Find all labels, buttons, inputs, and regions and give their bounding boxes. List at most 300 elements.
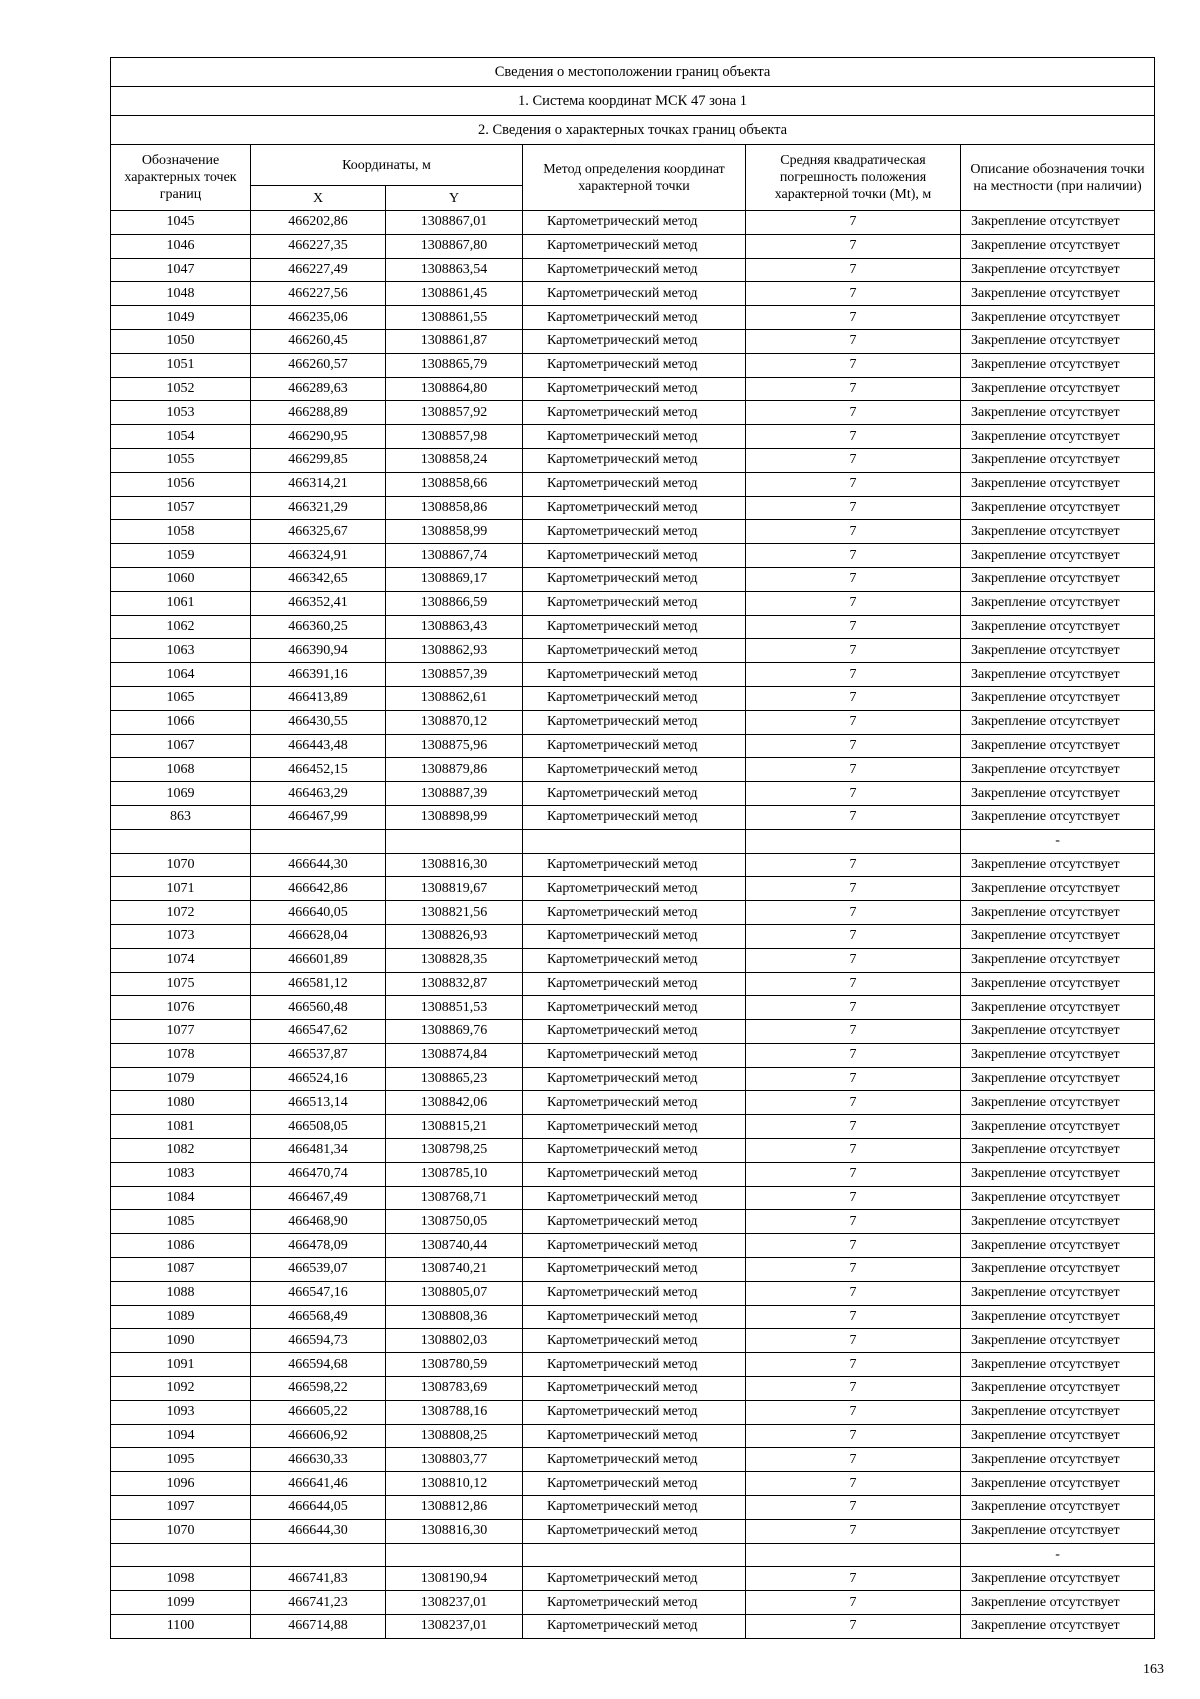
x-coordinate: 466443,48 <box>251 734 386 758</box>
error-value: 7 <box>746 306 961 330</box>
empty-cell <box>111 829 251 853</box>
x-coordinate: 466452,15 <box>251 758 386 782</box>
x-coordinate: 466508,05 <box>251 1115 386 1139</box>
method: Картометрический метод <box>523 1234 746 1258</box>
table-row <box>111 853 1155 877</box>
y-coordinate: 1308237,01 <box>386 1591 523 1615</box>
x-coordinate: 466539,07 <box>251 1258 386 1282</box>
description: Закрепление отсутствует <box>961 1591 1155 1615</box>
y-coordinate: 1308805,07 <box>386 1281 523 1305</box>
y-coordinate: 1308740,44 <box>386 1234 523 1258</box>
error-value: 7 <box>746 1067 961 1091</box>
point-number: 1069 <box>111 782 251 806</box>
table-row <box>111 639 1155 663</box>
method: Картометрический метод <box>523 1496 746 1520</box>
x-coordinate: 466235,06 <box>251 306 386 330</box>
point-number: 1064 <box>111 663 251 687</box>
x-coordinate: 466481,34 <box>251 1139 386 1163</box>
table-row <box>111 1567 1155 1591</box>
y-coordinate: 1308851,53 <box>386 996 523 1020</box>
y-coordinate: 1308862,61 <box>386 686 523 710</box>
method: Картометрический метод <box>523 853 746 877</box>
description: Закрепление отсутствует <box>961 1567 1155 1591</box>
point-number: 1057 <box>111 496 251 520</box>
y-coordinate: 1308867,80 <box>386 234 523 258</box>
description: Закрепление отсутствует <box>961 996 1155 1020</box>
y-coordinate: 1308858,86 <box>386 496 523 520</box>
method: Картометрический метод <box>523 758 746 782</box>
error-value: 7 <box>746 877 961 901</box>
error-value: 7 <box>746 353 961 377</box>
description: Закрепление отсутствует <box>961 1496 1155 1520</box>
point-number: 1096 <box>111 1472 251 1496</box>
description: Закрепление отсутствует <box>961 1615 1155 1639</box>
method: Картометрический метод <box>523 1377 746 1401</box>
table-row <box>111 567 1155 591</box>
y-coordinate: 1308857,39 <box>386 663 523 687</box>
method: Картометрический метод <box>523 710 746 734</box>
y-coordinate: 1308815,21 <box>386 1115 523 1139</box>
error-value: 7 <box>746 1043 961 1067</box>
description: Закрепление отсутствует <box>961 758 1155 782</box>
empty-cell <box>251 829 386 853</box>
x-coordinate: 466644,05 <box>251 1496 386 1520</box>
x-coordinate: 466260,45 <box>251 329 386 353</box>
point-number: 1080 <box>111 1091 251 1115</box>
header-desc: Описание обозначения точки на местности (при наличии) <box>961 145 1155 211</box>
table-row <box>111 1519 1155 1543</box>
error-value: 7 <box>746 282 961 306</box>
method: Картометрический метод <box>523 1139 746 1163</box>
y-coordinate: 1308869,76 <box>386 1020 523 1044</box>
point-number: 1068 <box>111 758 251 782</box>
error-value: 7 <box>746 1400 961 1424</box>
y-coordinate: 1308828,35 <box>386 948 523 972</box>
error-value: 7 <box>746 1281 961 1305</box>
y-coordinate: 1308740,21 <box>386 1258 523 1282</box>
y-coordinate: 1308858,24 <box>386 448 523 472</box>
point-number: 1093 <box>111 1400 251 1424</box>
description: Закрепление отсутствует <box>961 377 1155 401</box>
method: Картометрический метод <box>523 924 746 948</box>
table-row <box>111 1162 1155 1186</box>
description: Закрепление отсутствует <box>961 329 1155 353</box>
description: Закрепление отсутствует <box>961 544 1155 568</box>
point-number: 1053 <box>111 401 251 425</box>
point-number: 1055 <box>111 448 251 472</box>
method: Картометрический метод <box>523 258 746 282</box>
description: Закрепление отсутствует <box>961 782 1155 806</box>
error-value: 7 <box>746 401 961 425</box>
method: Картометрический метод <box>523 1400 746 1424</box>
y-coordinate: 1308861,45 <box>386 282 523 306</box>
point-number: 1091 <box>111 1353 251 1377</box>
point-number: 1092 <box>111 1377 251 1401</box>
description: Закрепление отсутствует <box>961 258 1155 282</box>
point-number: 1050 <box>111 329 251 353</box>
point-number: 1072 <box>111 901 251 925</box>
x-coordinate: 466390,94 <box>251 639 386 663</box>
table-row <box>111 663 1155 687</box>
error-value: 7 <box>746 948 961 972</box>
x-coordinate: 466463,29 <box>251 782 386 806</box>
point-number: 1048 <box>111 282 251 306</box>
point-number: 1095 <box>111 1448 251 1472</box>
point-number: 1047 <box>111 258 251 282</box>
point-number: 1054 <box>111 425 251 449</box>
error-value: 7 <box>746 211 961 235</box>
point-number: 1066 <box>111 710 251 734</box>
point-number: 1077 <box>111 1020 251 1044</box>
y-coordinate: 1308750,05 <box>386 1210 523 1234</box>
method: Картометрический метод <box>523 1615 746 1639</box>
description: Закрепление отсутствует <box>961 425 1155 449</box>
description: Закрепление отсутствует <box>961 1162 1155 1186</box>
point-number: 1070 <box>111 853 251 877</box>
y-coordinate: 1308788,16 <box>386 1400 523 1424</box>
table-row <box>111 710 1155 734</box>
y-coordinate: 1308821,56 <box>386 901 523 925</box>
error-value: 7 <box>746 544 961 568</box>
table-row <box>111 1115 1155 1139</box>
y-coordinate: 1308768,71 <box>386 1186 523 1210</box>
error-value: 7 <box>746 1162 961 1186</box>
coordinate-system-title: 1. Система координат МСК 47 зона 1 <box>111 87 1155 116</box>
point-number: 1082 <box>111 1139 251 1163</box>
header-coords: Координаты, м <box>251 145 523 186</box>
error-value: 7 <box>746 1329 961 1353</box>
point-number: 1089 <box>111 1305 251 1329</box>
y-coordinate: 1308780,59 <box>386 1353 523 1377</box>
y-coordinate: 1308866,59 <box>386 591 523 615</box>
y-coordinate: 1308857,92 <box>386 401 523 425</box>
table-row <box>111 1448 1155 1472</box>
y-coordinate: 1308879,86 <box>386 758 523 782</box>
method: Картометрический метод <box>523 496 746 520</box>
header-error: Средняя квадратическая погрешность положения характерной точки (Mt), м <box>746 145 961 211</box>
y-coordinate: 1308865,79 <box>386 353 523 377</box>
point-number: 1079 <box>111 1067 251 1091</box>
point-number: 1073 <box>111 924 251 948</box>
method: Картометрический метод <box>523 1091 746 1115</box>
table-row <box>111 1210 1155 1234</box>
table-row <box>111 901 1155 925</box>
table-row <box>111 1305 1155 1329</box>
point-number: 1086 <box>111 1234 251 1258</box>
description: Закрепление отсутствует <box>961 306 1155 330</box>
description: Закрепление отсутствует <box>961 1472 1155 1496</box>
error-value: 7 <box>746 1448 961 1472</box>
method: Картометрический метод <box>523 306 746 330</box>
table-row <box>111 1591 1155 1615</box>
point-number: 1081 <box>111 1115 251 1139</box>
error-value: 7 <box>746 472 961 496</box>
method: Картометрический метод <box>523 1591 746 1615</box>
x-coordinate: 466391,16 <box>251 663 386 687</box>
y-coordinate: 1308858,99 <box>386 520 523 544</box>
error-value: 7 <box>746 1567 961 1591</box>
table-row <box>111 996 1155 1020</box>
table-row <box>111 734 1155 758</box>
method: Картометрический метод <box>523 353 746 377</box>
empty-cell <box>386 1543 523 1567</box>
x-coordinate: 466601,89 <box>251 948 386 972</box>
point-number: 1098 <box>111 1567 251 1591</box>
point-number: 1061 <box>111 591 251 615</box>
x-coordinate: 466598,22 <box>251 1377 386 1401</box>
description: Закрепление отсутствует <box>961 234 1155 258</box>
error-value: 7 <box>746 1139 961 1163</box>
y-coordinate: 1308832,87 <box>386 972 523 996</box>
method: Картометрический метод <box>523 1186 746 1210</box>
section-title: Сведения о местоположении границ объекта <box>111 58 1155 87</box>
x-coordinate: 466478,09 <box>251 1234 386 1258</box>
error-value: 7 <box>746 448 961 472</box>
point-number: 1065 <box>111 686 251 710</box>
description: Закрепление отсутствует <box>961 1043 1155 1067</box>
table-row <box>111 686 1155 710</box>
table-row <box>111 948 1155 972</box>
error-value: 7 <box>746 1091 961 1115</box>
separator-description: - <box>961 1543 1155 1567</box>
x-coordinate: 466342,65 <box>251 567 386 591</box>
description: Закрепление отсутствует <box>961 1281 1155 1305</box>
y-coordinate: 1308861,87 <box>386 329 523 353</box>
x-coordinate: 466360,25 <box>251 615 386 639</box>
method: Картометрический метод <box>523 972 746 996</box>
error-value: 7 <box>746 1210 961 1234</box>
point-number: 1100 <box>111 1615 251 1639</box>
point-number: 1062 <box>111 615 251 639</box>
y-coordinate: 1308861,55 <box>386 306 523 330</box>
x-coordinate: 466568,49 <box>251 1305 386 1329</box>
x-coordinate: 466644,30 <box>251 853 386 877</box>
method: Картометрический метод <box>523 805 746 829</box>
x-coordinate: 466537,87 <box>251 1043 386 1067</box>
table-row <box>111 591 1155 615</box>
table-row <box>111 401 1155 425</box>
point-number: 1045 <box>111 211 251 235</box>
description: Закрепление отсутствует <box>961 1519 1155 1543</box>
method: Картометрический метод <box>523 211 746 235</box>
method: Картометрический метод <box>523 734 746 758</box>
y-coordinate: 1308864,80 <box>386 377 523 401</box>
description: Закрепление отсутствует <box>961 1353 1155 1377</box>
point-number: 1084 <box>111 1186 251 1210</box>
x-coordinate: 466560,48 <box>251 996 386 1020</box>
table-row <box>111 1424 1155 1448</box>
x-coordinate: 466290,95 <box>251 425 386 449</box>
table-row <box>111 425 1155 449</box>
description: Закрепление отсутствует <box>961 1448 1155 1472</box>
empty-cell <box>251 1543 386 1567</box>
x-coordinate: 466630,33 <box>251 1448 386 1472</box>
y-coordinate: 1308802,03 <box>386 1329 523 1353</box>
method: Картометрический метод <box>523 639 746 663</box>
method: Картометрический метод <box>523 567 746 591</box>
y-coordinate: 1308867,74 <box>386 544 523 568</box>
method: Картометрический метод <box>523 1067 746 1091</box>
x-coordinate: 466513,14 <box>251 1091 386 1115</box>
table-row <box>111 1258 1155 1282</box>
point-number: 1052 <box>111 377 251 401</box>
y-coordinate: 1308898,99 <box>386 805 523 829</box>
table-row <box>111 1400 1155 1424</box>
method: Картометрический метод <box>523 1567 746 1591</box>
description: Закрепление отсутствует <box>961 805 1155 829</box>
error-value: 7 <box>746 996 961 1020</box>
method: Картометрический метод <box>523 425 746 449</box>
point-number: 1074 <box>111 948 251 972</box>
method: Картометрический метод <box>523 1020 746 1044</box>
error-value: 7 <box>746 567 961 591</box>
point-number: 1090 <box>111 1329 251 1353</box>
separator-row <box>111 1543 1155 1567</box>
table-row <box>111 1067 1155 1091</box>
method: Картометрический метод <box>523 996 746 1020</box>
description: Закрепление отсутствует <box>961 520 1155 544</box>
x-coordinate: 466524,16 <box>251 1067 386 1091</box>
point-number: 1076 <box>111 996 251 1020</box>
boundary-points-table <box>110 57 1155 1639</box>
error-value: 7 <box>746 853 961 877</box>
description: Закрепление отсутствует <box>961 591 1155 615</box>
table-row <box>111 1020 1155 1044</box>
x-coordinate: 466289,63 <box>251 377 386 401</box>
table-row <box>111 520 1155 544</box>
error-value: 7 <box>746 1377 961 1401</box>
description: Закрепление отсутствует <box>961 972 1155 996</box>
error-value: 7 <box>746 1186 961 1210</box>
error-value: 7 <box>746 734 961 758</box>
x-coordinate: 466321,29 <box>251 496 386 520</box>
error-value: 7 <box>746 1234 961 1258</box>
y-coordinate: 1308819,67 <box>386 877 523 901</box>
description: Закрепление отсутствует <box>961 567 1155 591</box>
table-row <box>111 306 1155 330</box>
table-row <box>111 782 1155 806</box>
method: Картометрический метод <box>523 663 746 687</box>
x-coordinate: 466413,89 <box>251 686 386 710</box>
x-coordinate: 466741,83 <box>251 1567 386 1591</box>
description: Закрепление отсутствует <box>961 853 1155 877</box>
x-coordinate: 466325,67 <box>251 520 386 544</box>
table-row <box>111 282 1155 306</box>
point-number: 1060 <box>111 567 251 591</box>
description: Закрепление отсутствует <box>961 1329 1155 1353</box>
method: Картометрический метод <box>523 234 746 258</box>
page-number: 163 <box>1143 1662 1164 1677</box>
title-row-2 <box>111 87 1155 116</box>
header-x: X <box>251 186 386 211</box>
method: Картометрический метод <box>523 1305 746 1329</box>
description: Закрепление отсутствует <box>961 639 1155 663</box>
point-number: 1070 <box>111 1519 251 1543</box>
y-coordinate: 1308887,39 <box>386 782 523 806</box>
description: Закрепление отсутствует <box>961 1091 1155 1115</box>
separator-row <box>111 829 1155 853</box>
table-row <box>111 615 1155 639</box>
method: Картометрический метод <box>523 1043 746 1067</box>
table-row <box>111 472 1155 496</box>
y-coordinate: 1308783,69 <box>386 1377 523 1401</box>
description: Закрепление отсутствует <box>961 1234 1155 1258</box>
method: Картометрический метод <box>523 948 746 972</box>
error-value: 7 <box>746 377 961 401</box>
description: Закрепление отсутствует <box>961 948 1155 972</box>
y-coordinate: 1308808,25 <box>386 1424 523 1448</box>
method: Картометрический метод <box>523 615 746 639</box>
method: Картометрический метод <box>523 1115 746 1139</box>
error-value: 7 <box>746 805 961 829</box>
method: Картометрический метод <box>523 686 746 710</box>
table-row <box>111 1234 1155 1258</box>
point-number: 1046 <box>111 234 251 258</box>
points-section-title: 2. Сведения о характерных точках границ объекта <box>111 116 1155 145</box>
y-coordinate: 1308869,17 <box>386 567 523 591</box>
method: Картометрический метод <box>523 782 746 806</box>
description: Закрепление отсутствует <box>961 401 1155 425</box>
description: Закрепление отсутствует <box>961 1424 1155 1448</box>
description: Закрепление отсутствует <box>961 1186 1155 1210</box>
error-value: 7 <box>746 615 961 639</box>
table-row <box>111 1377 1155 1401</box>
empty-cell <box>386 829 523 853</box>
table-row <box>111 1615 1155 1639</box>
x-coordinate: 466260,57 <box>251 353 386 377</box>
x-coordinate: 466202,86 <box>251 211 386 235</box>
table-row <box>111 805 1155 829</box>
x-coordinate: 466467,99 <box>251 805 386 829</box>
description: Закрепление отсутствует <box>961 353 1155 377</box>
description: Закрепление отсутствует <box>961 710 1155 734</box>
point-number: 1085 <box>111 1210 251 1234</box>
y-coordinate: 1308785,10 <box>386 1162 523 1186</box>
table-row <box>111 924 1155 948</box>
method: Картометрический метод <box>523 544 746 568</box>
x-coordinate: 466606,92 <box>251 1424 386 1448</box>
y-coordinate: 1308826,93 <box>386 924 523 948</box>
table-row <box>111 1353 1155 1377</box>
point-number: 1067 <box>111 734 251 758</box>
table-row <box>111 877 1155 901</box>
x-coordinate: 466324,91 <box>251 544 386 568</box>
description: Закрепление отсутствует <box>961 901 1155 925</box>
method: Картометрический метод <box>523 877 746 901</box>
error-value: 7 <box>746 639 961 663</box>
error-value: 7 <box>746 496 961 520</box>
point-number: 1078 <box>111 1043 251 1067</box>
x-coordinate: 466468,90 <box>251 1210 386 1234</box>
x-coordinate: 466644,30 <box>251 1519 386 1543</box>
point-number: 1088 <box>111 1281 251 1305</box>
boundary-points-document <box>110 57 1154 1639</box>
header-point: Обозначение характерных точек границ <box>111 145 251 211</box>
error-value: 7 <box>746 1496 961 1520</box>
point-number: 1087 <box>111 1258 251 1282</box>
empty-cell <box>111 1543 251 1567</box>
method: Картометрический метод <box>523 591 746 615</box>
description: Закрепление отсутствует <box>961 924 1155 948</box>
empty-cell <box>746 1543 961 1567</box>
y-coordinate: 1308867,01 <box>386 211 523 235</box>
error-value: 7 <box>746 1305 961 1329</box>
method: Картометрический метод <box>523 1519 746 1543</box>
empty-cell <box>523 829 746 853</box>
x-coordinate: 466299,85 <box>251 448 386 472</box>
y-coordinate: 1308865,23 <box>386 1067 523 1091</box>
table-row <box>111 211 1155 235</box>
